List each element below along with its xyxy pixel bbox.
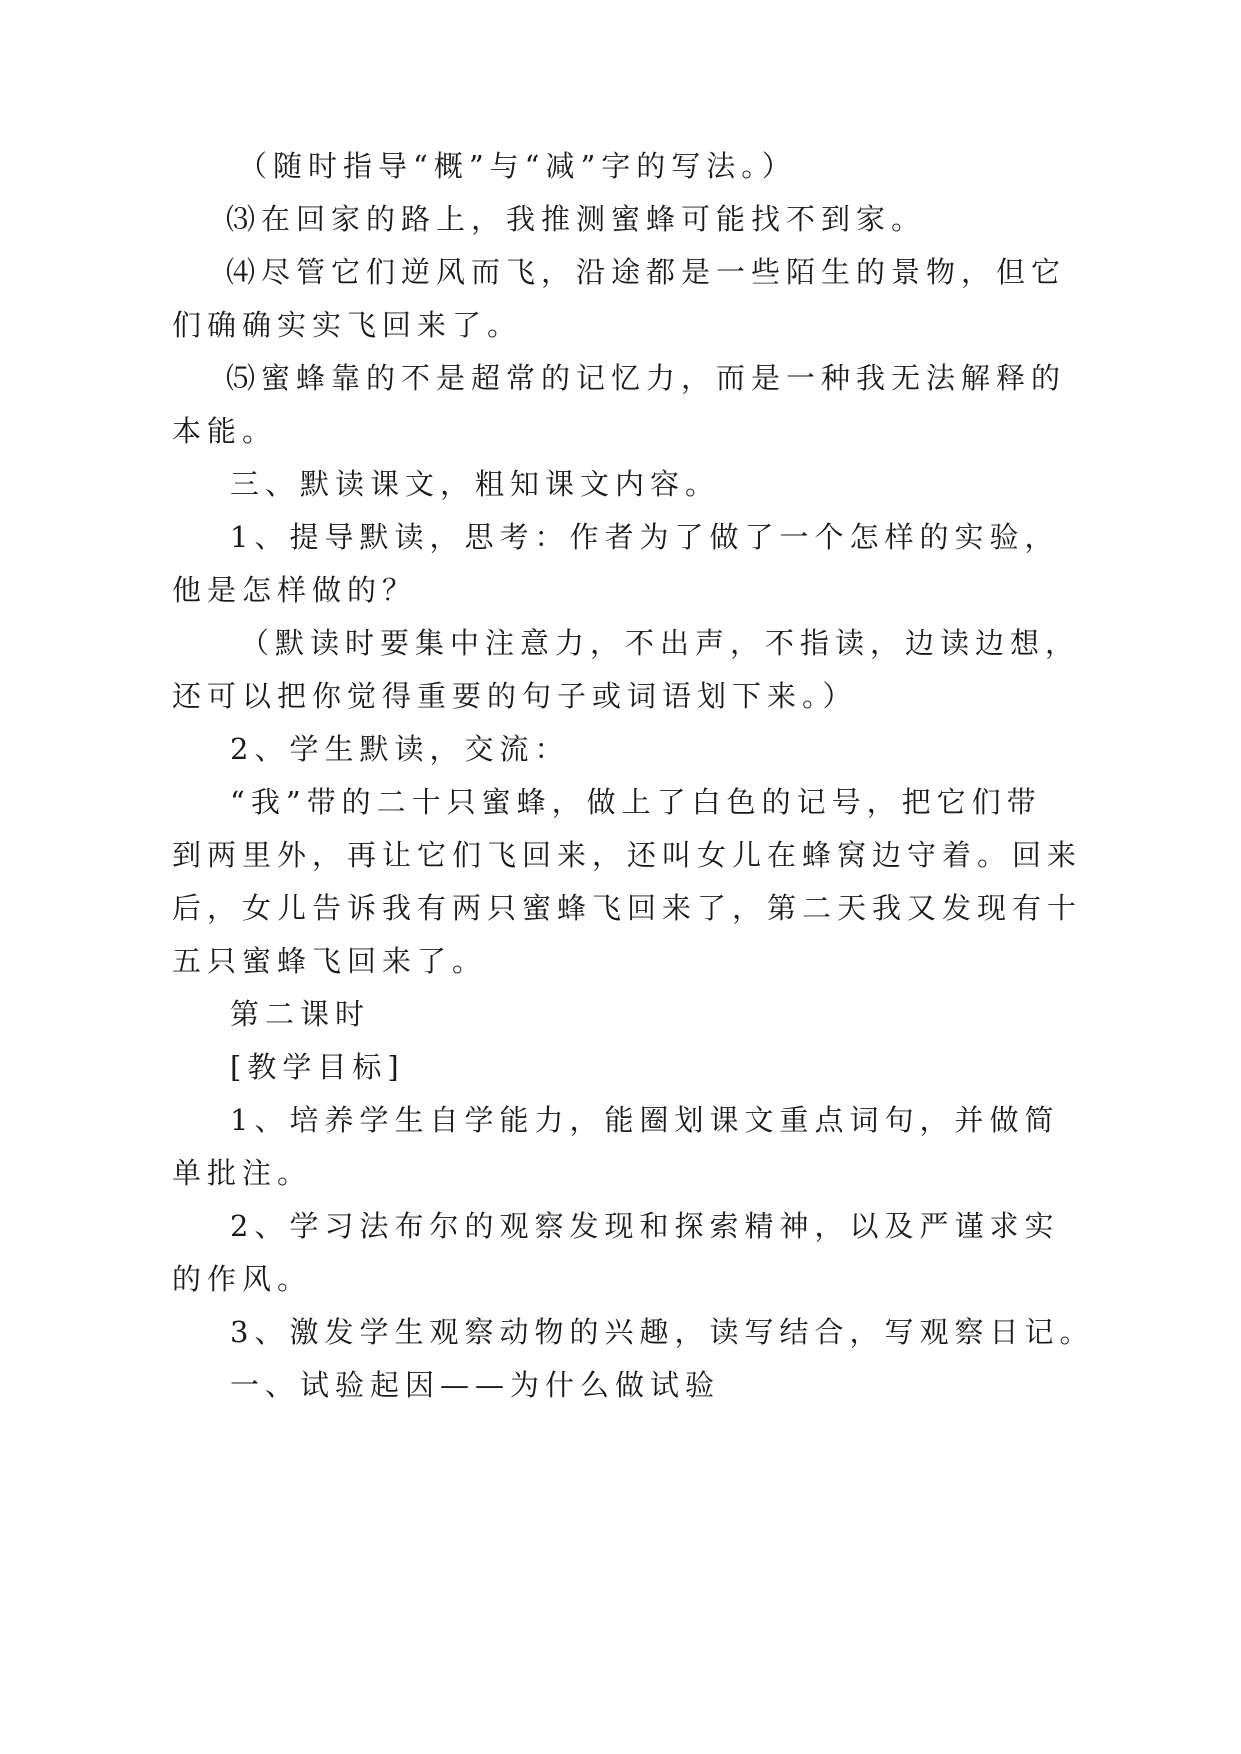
text-line: 2、学习法布尔的观察发现和探索精神，以及严谨求实 [230, 1209, 1060, 1243]
text-line: ⑸蜜蜂靠的不是超常的记忆力，而是一种我无法解释的 [226, 361, 1067, 395]
text-line: 2、学生默读，交流： [230, 732, 570, 766]
text-line: “我”带的二十只蜜蜂，做上了白色的记号，把它们带 [230, 785, 1042, 819]
text-line: 到两里外，再让它们飞回来，还叫女儿在蜂窝边守着。回来 [172, 838, 1083, 872]
text-line: 他是怎样做的？ [172, 573, 418, 607]
text-line: 3、激发学生观察动物的兴趣，读写结合，写观察日记。 [230, 1315, 1095, 1349]
section-heading: [教学目标] [230, 1050, 405, 1084]
text-line: 1、培养学生自学能力，能圈划课文重点词句，并做简 [230, 1103, 1060, 1137]
text-line: 还可以把你觉得重要的句子或词语划下来。） [172, 679, 858, 713]
section-heading: 第二课时 [230, 997, 371, 1031]
text-line: 们确确实实飞回来了。 [172, 308, 523, 342]
section-heading: 一、试验起因——为什么做试验 [230, 1368, 721, 1402]
section-heading: 三、默读课文，粗知课文内容。 [230, 467, 721, 501]
text-line: （默读时要集中注意力，不出声，不指读，边读边想， [240, 626, 1081, 660]
text-line: 1、提导默读，思考：作者为了做了一个怎样的实验， [230, 520, 1060, 554]
text-line: 单批注。 [172, 1156, 313, 1190]
text-line: ⑷尽管它们逆风而飞，沿途都是一些陌生的景物，但它 [226, 255, 1067, 289]
text-line: ⑶在回家的路上，我推测蜜蜂可能找不到家。 [226, 202, 927, 236]
text-line: 五只蜜蜂飞回来了。 [172, 944, 488, 978]
text-line: 本能。 [172, 414, 278, 448]
text-line: 的作风。 [172, 1262, 313, 1296]
text-line: 后，女儿告诉我有两只蜜蜂飞回来了，第二天我又发现有十 [172, 891, 1083, 925]
text-line: （随时指导“概”与“减”字的写法。） [238, 149, 797, 183]
